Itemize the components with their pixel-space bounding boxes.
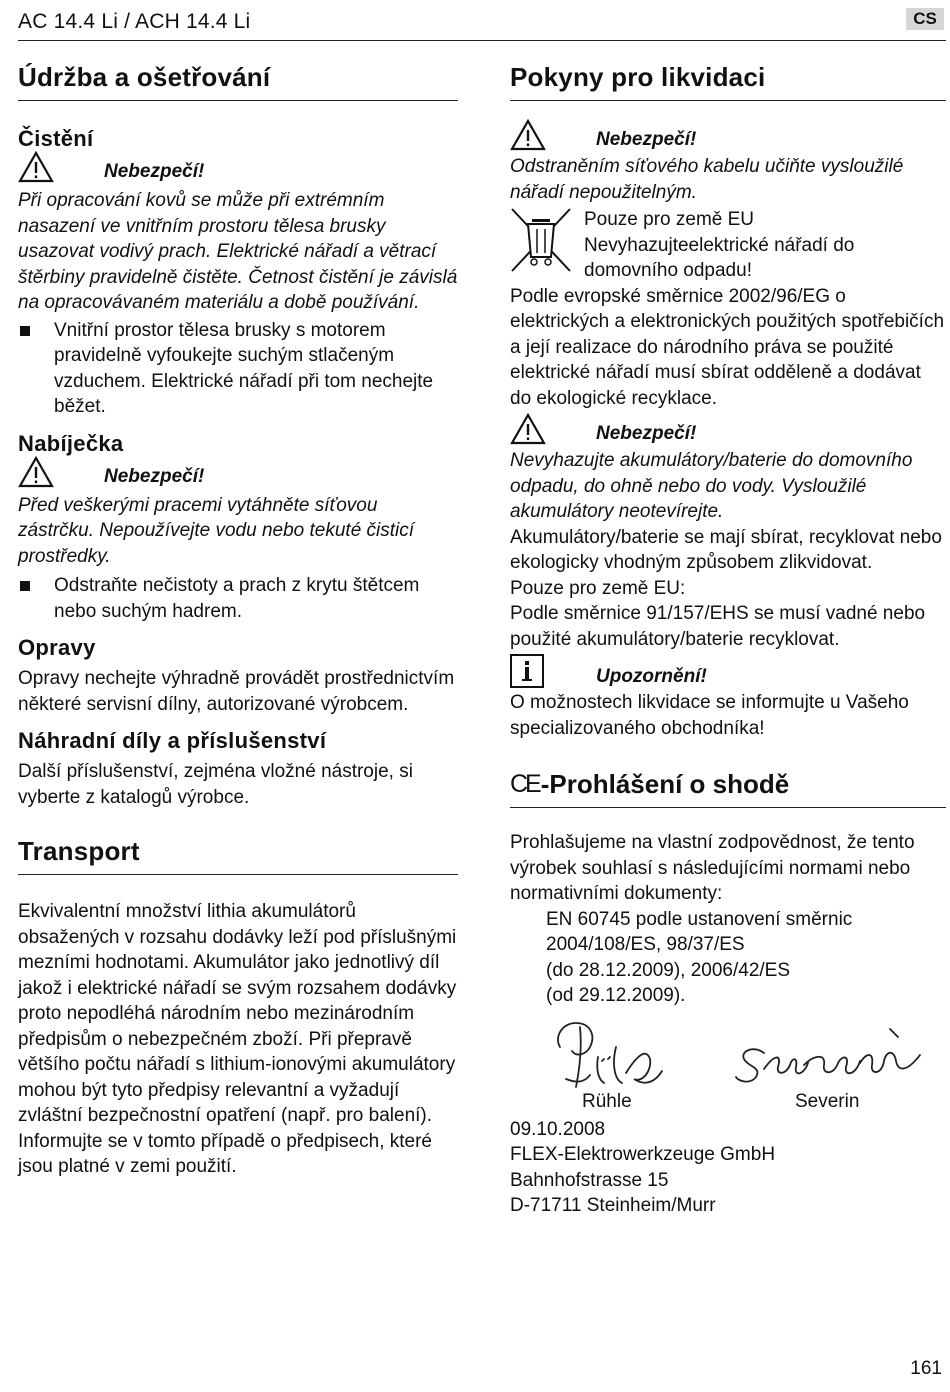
charger-bullet-item (18, 573, 458, 624)
notice-block (510, 654, 946, 688)
right-column (510, 60, 946, 1219)
maintenance-heading: Údržba a ošetřování (18, 60, 458, 101)
notice-label: Upozornění! (596, 666, 707, 687)
cleaning-warning (18, 153, 458, 183)
ce-declaration-heading (510, 767, 946, 808)
signatory-name-2: Severin (795, 1090, 860, 1112)
charger-warning (18, 458, 458, 488)
warning-triangle-icon (510, 119, 546, 151)
eu-only-label: Pouze pro země EU (584, 209, 755, 230)
signature-severin (734, 1025, 924, 1091)
spare-parts-text: Další příslušenství, zejména vložné nástroje, si vyberte z katalogů výrobce. (18, 761, 413, 808)
charger-warning-text: Před veškerými pracemi vytáhněte síťovou zástrčku. Nepoužívejte vodu nebo tekuté čisticí prostředky. (18, 494, 415, 567)
bullet-square-icon (20, 326, 30, 336)
repairs-heading: Opravy (18, 635, 96, 660)
charger-bullet-text: Odstraňte nečistoty a prach z krytu štětcem nebo suchým hadrem. (54, 575, 420, 622)
repairs-text: Opravy nechejte výhradně provádět prostřednictvím některé servisní dílny, autorizované výrobcem. (18, 668, 455, 715)
warning-triangle-icon (510, 413, 546, 445)
weee-notice (510, 207, 946, 284)
ce-norm-line: EN 60745 podle ustanovení směrnic (546, 908, 853, 930)
ce-norms-block (510, 907, 946, 1009)
signature-ruhle (546, 1017, 676, 1095)
eu-directive-text: Podle evropské směrnice 2002/96/EG o elektrických a elektronických použitých spotřebičích a její realizace do národního práva se použité elektrické nářadí musí sbírat odděleně a dodávat do ekologické recyklace. (510, 285, 945, 409)
ce-norm-line: (do 28.12.2009), 2006/42/ES (546, 959, 791, 981)
language-badge: CS (906, 8, 944, 30)
cleaning-bullet-item (18, 318, 458, 420)
signatures-block (510, 1017, 946, 1117)
battery-collect-text: Akumulátory/baterie se mají sbírat, recyklovat nebo ekologicky vhodným způsobem zlikvidovat. (510, 526, 942, 573)
warning-label: Nebezpečí! (104, 465, 205, 487)
cleaning-warning-text: Při opracování kovů se může při extrémním nasazení ve vnitřním prostoru tělesa brusky usazovat vodivý prach. Elektrické nářadí a větrací štěrbiny pravidelně čistěte. Četnost čistění je závislá na opracovávaném materiálu a době používání. (18, 190, 458, 313)
ce-norm-line: (od 29.12.2009). (546, 985, 686, 1006)
crossed-out-bin-icon (510, 207, 572, 273)
ce-title-text: -Prohlášení o shodě (540, 769, 790, 799)
ce-norm-line: 2004/108/ES, 98/37/ES (546, 934, 745, 955)
company-name: FLEX-Elektrowerkzeuge GmbH (510, 1144, 776, 1165)
warning-label: Nebezpečí! (596, 423, 697, 444)
warning-label: Nebezpečí! (104, 161, 205, 182)
eu-only-label-2: Pouze pro země EU: (510, 577, 686, 599)
spare-parts-heading: Náhradní díly a příslušenství (18, 728, 327, 753)
cleaning-heading: Čistění (18, 126, 94, 151)
warning-label: Nebezpečí! (596, 129, 697, 150)
transport-heading: Transport (18, 834, 458, 875)
company-street: Bahnhofstrasse 15 (510, 1169, 669, 1191)
declaration-date: 09.10.2008 (510, 1118, 606, 1140)
company-city: D-71711 Steinheim/Murr (510, 1195, 716, 1216)
page-number: 161 (910, 1358, 942, 1379)
battery-directive-text: Podle směrnice 91/157/EHS se musí vadné nebo použité akumulátory/baterie recyklovat. (510, 603, 926, 650)
info-icon (510, 654, 544, 688)
header-divider (18, 40, 946, 41)
left-column (18, 60, 458, 1180)
signatory-name-1: Rühle (582, 1090, 632, 1112)
notice-text: O možnostech likvidace se informujte u Vašeho specializovaného obchodníka! (510, 692, 909, 739)
transport-info-text: Informujte se v tomto případě o předpisech, které jsou platné v zemi použití. (18, 1130, 432, 1177)
disposal-warning (510, 121, 946, 151)
transport-text: Ekvivalentní množství lithia akumulátorů obsažených v rozsahu dodávky leží pod příslušnými mezními hodnotami. Akumulátor jako jednotlivý díl jakož i elektrické nářadí se svým rozsahem dodávky proto nepodléhá národním nebo mezinárodním předpisům o nebezpečném zboží. Při přepravě většího počtu nářadí s lithium-ionovými akumulátory mohou být tyto předpisy relevantní a vyžadují zvláštní bezpečnostní opatření (např. pro balení). (18, 901, 457, 1126)
bullet-square-icon (20, 581, 30, 591)
battery-warning-text: Nevyhazujte akumulátory/baterie do domovního odpadu, do ohně nebo do vody. Vysloužilé akumulátory neotevírejte. (510, 450, 913, 522)
ce-mark-icon: CE (510, 770, 539, 798)
weee-text-block (584, 207, 946, 284)
charger-heading: Nabíječka (18, 430, 124, 456)
warning-triangle-icon (18, 456, 54, 488)
battery-warning (510, 415, 946, 445)
cleaning-bullet-text: Vnitřní prostor tělesa brusky s motorem pravidelně vyfoukejte suchým stlačeným vzduchem. Elektrické nářadí při tom nechejte běžet. (54, 319, 434, 417)
warning-triangle-icon (18, 151, 54, 183)
ce-intro-text: Prohlašujeme na vlastní zodpovědnost, že tento výrobek souhlasí s následujícími normami nebo normativními dokumenty: (510, 832, 915, 904)
eu-no-household-text: Nevyhazujteelektrické nářadí do domovního odpadu! (584, 234, 855, 281)
disposal-heading: Pokyny pro likvidaci (510, 60, 946, 101)
disposal-warning-text: Odstraněním síťového kabelu učiňte vysloužilé nářadí nepoužitelným. (510, 156, 904, 203)
document-header-title: AC 14.4 Li / ACH 14.4 Li (18, 10, 251, 33)
